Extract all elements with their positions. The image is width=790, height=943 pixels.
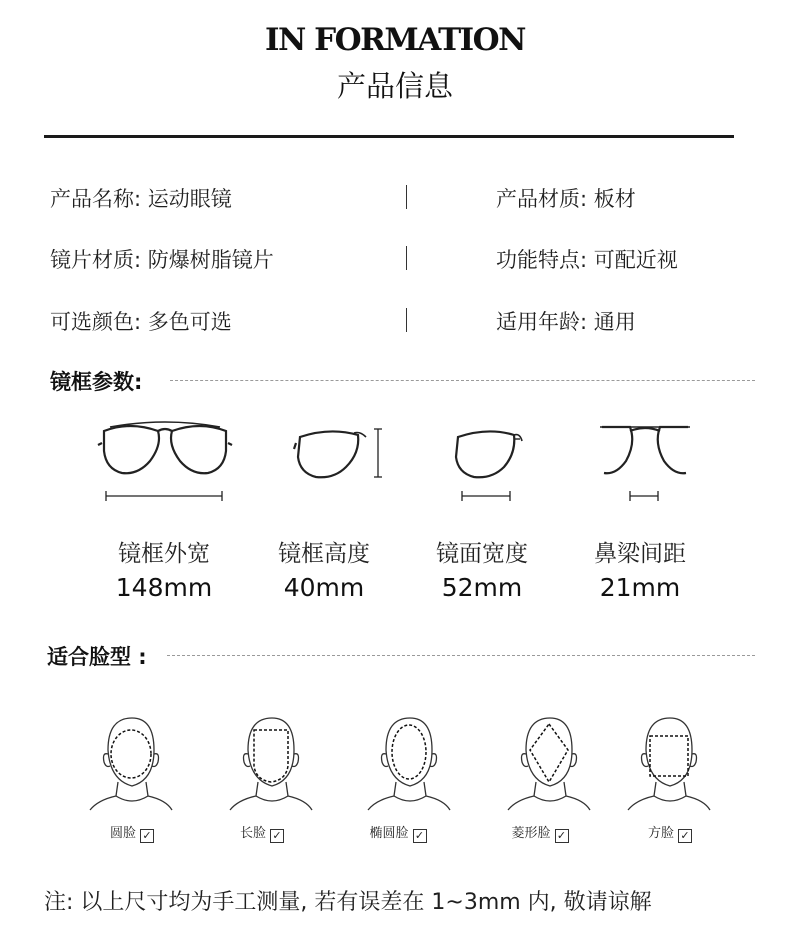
checkbox-checked-icon: ✓	[270, 829, 284, 843]
param-label: 镜框高度	[278, 541, 370, 567]
frame-params-title: 镜框参数:	[50, 366, 148, 396]
info-frame-material: 产品材质: 板材	[496, 187, 636, 211]
bridge-width-icon	[570, 415, 720, 515]
info-separator	[406, 308, 407, 332]
diamond-face-icon	[496, 710, 596, 820]
title-english: IN FORMATION	[265, 22, 525, 58]
face-label-text: 方脸	[647, 826, 674, 841]
param-label: 镜框外宽	[118, 541, 210, 567]
face-shape-title: 适合脸型 :	[47, 641, 153, 671]
info-row	[50, 183, 740, 217]
param-value: 148mm	[115, 573, 213, 602]
square-face-icon	[616, 710, 716, 820]
frame-height-icon	[250, 415, 400, 515]
header-divider	[44, 135, 734, 138]
round-face-icon	[78, 710, 178, 820]
info-feature: 功能特点: 可配近视	[496, 248, 678, 272]
checkbox-checked-icon: ✓	[413, 829, 427, 843]
info-row	[50, 306, 740, 340]
dashed-divider	[170, 380, 755, 381]
info-row	[50, 244, 740, 278]
param-value: 52mm	[441, 573, 523, 602]
info-lens-material: 镜片材质: 防爆树脂镜片	[50, 248, 274, 272]
checkbox-checked-icon: ✓	[555, 829, 569, 843]
info-age: 适用年龄: 通用	[496, 310, 636, 334]
param-value: 40mm	[283, 573, 365, 602]
info-separator	[406, 185, 407, 209]
face-label-long	[202, 822, 322, 843]
checkbox-checked-icon: ✓	[140, 829, 154, 843]
measurement-note: 注: 以上尺寸均为手工测量, 若有误差在 1~3mm 内, 敬请谅解	[44, 890, 652, 915]
face-shape-header	[47, 641, 755, 671]
info-material-name: 产品名称: 运动眼镜	[50, 187, 232, 211]
info-colors: 可选颜色: 多色可选	[50, 310, 232, 334]
title-chinese: 产品信息	[336, 69, 453, 103]
frame-width-icon	[90, 415, 240, 515]
face-label-text: 椭圆脸	[369, 826, 409, 841]
long-face-icon	[218, 710, 318, 820]
info-separator	[406, 246, 407, 270]
param-value: 21mm	[599, 573, 681, 602]
param-label: 鼻梁间距	[594, 541, 686, 567]
face-label-round	[72, 822, 192, 843]
face-label-diamond	[480, 822, 600, 843]
face-label-square	[610, 822, 730, 843]
oval-face-icon	[356, 710, 456, 820]
face-label-text: 圆脸	[109, 826, 136, 841]
lens-width-icon	[410, 415, 560, 515]
face-label-text: 菱形脸	[511, 826, 551, 841]
face-label-text: 长脸	[239, 826, 266, 841]
dashed-divider	[167, 655, 755, 656]
param-label: 镜面宽度	[436, 541, 528, 567]
frame-params-header	[50, 366, 755, 396]
face-label-oval	[338, 822, 458, 843]
checkbox-checked-icon: ✓	[678, 829, 692, 843]
